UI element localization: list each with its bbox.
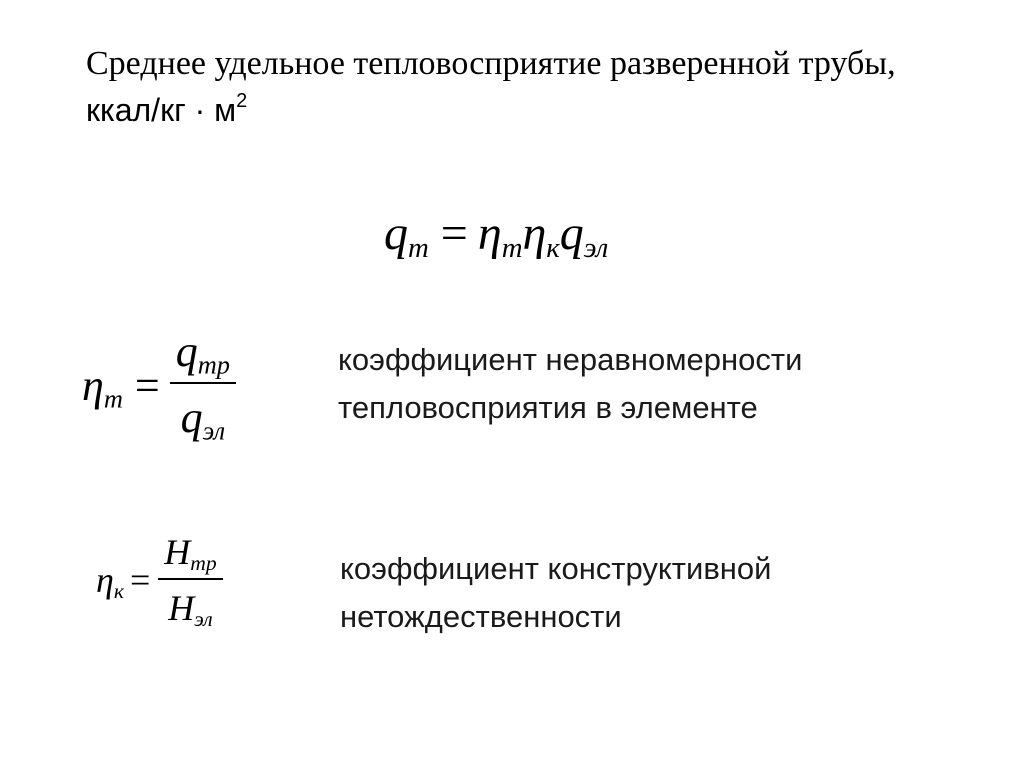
main-factor-2-symbol: η	[522, 207, 547, 260]
eta-t-lhs	[82, 360, 123, 411]
eta-t-lhs-sub: т	[103, 382, 123, 413]
eta-k-lhs-sub: к	[113, 579, 124, 604]
formula-eta-t	[82, 326, 236, 444]
description-eta-t	[338, 336, 802, 432]
eta-t-num-symbol: q	[175, 327, 198, 376]
title-unit-text: ккал/кг · м	[86, 92, 237, 128]
main-lhs-symbol: q	[384, 207, 408, 260]
title-unit-power: 2	[236, 90, 248, 112]
eta-t-fraction	[170, 326, 236, 444]
eta-t-num-sub: тр	[197, 349, 230, 380]
description-eta-t-line2: тепловосприятия в элементе	[338, 390, 758, 425]
description-eta-k-line1: коэффициент конструктивной	[340, 551, 772, 586]
eta-t-denominator	[175, 384, 232, 444]
eta-k-den-symbol: H	[168, 588, 195, 628]
main-factor-3-symbol: q	[559, 207, 584, 260]
main-factor-3	[559, 207, 609, 265]
eta-k-lhs	[96, 559, 124, 604]
description-eta-k-line2: нетождественности	[340, 599, 622, 634]
eta-k-numerator	[158, 530, 222, 578]
main-factor-1-sub: т	[501, 232, 523, 265]
main-factor-3-sub: эл	[583, 232, 609, 265]
formula-eta-k	[96, 530, 223, 630]
main-factor-2	[522, 207, 560, 265]
main-factor-1	[477, 207, 523, 265]
eta-k-fraction	[158, 530, 222, 630]
main-factor-1-symbol: η	[477, 207, 502, 260]
title-text: Среднее удельное тепловосприятие разверенной трубы,	[86, 45, 896, 82]
eta-k-denominator	[162, 580, 218, 630]
main-equals: =	[440, 207, 468, 260]
description-eta-k	[340, 545, 771, 641]
eta-t-den-sub: эл	[202, 415, 226, 446]
main-lhs-sub: т	[408, 232, 429, 265]
main-formula	[384, 204, 608, 264]
main-lhs	[384, 207, 429, 265]
eta-k-num-sub: тр	[190, 551, 217, 576]
eta-k-den-sub: эл	[194, 607, 213, 632]
eta-k-equals: =	[129, 560, 151, 600]
eta-t-lhs-symbol: η	[82, 360, 104, 410]
eta-t-equals: =	[134, 360, 160, 410]
slide-title	[86, 40, 966, 134]
eta-k-lhs-symbol: η	[96, 560, 114, 600]
eta-t-numerator	[170, 326, 236, 382]
eta-t-den-symbol: q	[180, 393, 203, 442]
title-unit	[86, 92, 247, 128]
main-factor-2-sub: к	[546, 232, 560, 265]
description-eta-t-line1: коэффициент неравномерности	[338, 342, 803, 377]
eta-k-num-symbol: H	[164, 532, 191, 572]
